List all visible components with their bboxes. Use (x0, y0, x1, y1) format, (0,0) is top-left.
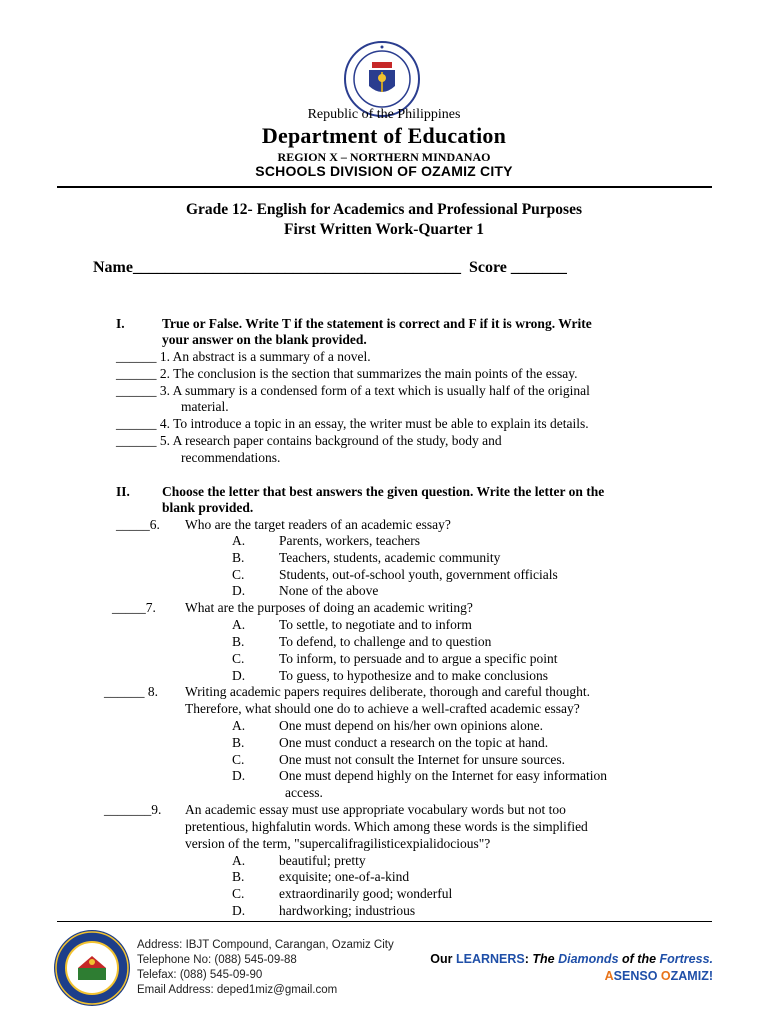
q8-question-line-2: Therefore, what should one do to achieve a well-crafted academic essay? (185, 701, 580, 716)
q7-choice-d-text: To guess, to hypothesize and to make conclusions (279, 668, 549, 683)
q9-question-line-2: pretentious, highfalutin words. Which among these words is the simplified (185, 819, 588, 834)
footer-telefax: Telefax: (088) 545-09-90 (137, 969, 263, 981)
q9-question-line-1: An academic essay must use appropriate vocabulary words but not too (185, 802, 566, 817)
q9-choice-b-text: exquisite; one-of-a-kind (279, 869, 410, 884)
q8-choice-a-letter: A. (232, 718, 246, 733)
q8-blank: ______ 8. (104, 684, 158, 699)
footer-address: Address: IBJT Compound, Carangan, Ozamiz City (137, 939, 394, 951)
section-2-number: II. (116, 484, 130, 499)
q6-choice-c-letter: C. (232, 567, 245, 582)
section-2-instructions-line-1: Choose the letter that best answers the given question. Write the letter on the (162, 484, 605, 499)
q9-choice-a-letter: A. (232, 853, 246, 868)
tf-item-5-cont: recommendations. (181, 450, 281, 465)
exam-title: First Written Work-Quarter 1 (284, 221, 484, 238)
q8-choice-d-cont: access. (285, 785, 323, 800)
q8-choice-c-letter: C. (232, 752, 245, 767)
q8-question-line-1: Writing academic papers requires deliberate, thorough and careful thought. (185, 684, 591, 699)
q8-choice-a-text: One must depend on his/her own opinions alone. (279, 718, 543, 733)
q6-blank: _____6. (116, 517, 160, 532)
division-seal-logo (52, 928, 132, 1008)
asenso-ozamiz-tagline: ASENSO OZAMIZ! (604, 969, 713, 983)
q9-choice-b-letter: B. (232, 869, 245, 884)
q9-choice-d-letter: D. (232, 903, 246, 918)
q7-question: What are the purposes of doing an academic writing? (185, 600, 473, 615)
q6-choice-c-text: Students, out-of-school youth, government officials (279, 567, 558, 582)
q8-choice-b-letter: B. (232, 735, 245, 750)
tf-item-1: ______ 1. An abstract is a summary of a novel. (116, 349, 371, 364)
name-score-line[interactable]: Name_________________________________________ Score _______ (93, 259, 567, 276)
q8-choice-b-text: One must conduct a research on the topic at hand. (279, 735, 549, 750)
footer-divider (57, 921, 712, 922)
q9-choice-c-letter: C. (232, 886, 245, 901)
q6-choice-d-text: None of the above (279, 583, 379, 598)
q6-question: Who are the target readers of an academic essay? (185, 517, 451, 532)
q7-choice-a-letter: A. (232, 617, 246, 632)
q6-choice-b-letter: B. (232, 550, 245, 565)
q7-blank: _____7. (112, 600, 156, 615)
q7-choice-c-text: To inform, to persuade and to argue a specific point (279, 651, 558, 666)
region-label: REGION X – NORTHERN MINDANAO (277, 150, 491, 164)
section-1-number: I. (116, 316, 125, 331)
q6-choice-a-letter: A. (232, 533, 246, 548)
tf-item-5: ______ 5. A research paper contains background of the study, body and (116, 433, 502, 448)
q8-choice-d-text: One must depend highly on the Internet for easy information (279, 768, 608, 783)
tf-item-4: ______ 4. To introduce a topic in an essay, the writer must be able to explain its details. (116, 416, 589, 431)
footer-telephone: Telephone No: (088) 545-09-88 (137, 954, 297, 966)
q7-choice-a-text: To settle, to negotiate and to inform (279, 617, 472, 632)
q7-choice-d-letter: D. (232, 668, 246, 683)
q7-choice-b-letter: B. (232, 634, 245, 649)
tf-item-3-cont: material. (181, 399, 229, 414)
q8-choice-d-letter: D. (232, 768, 246, 783)
section-2-instructions-line-2: blank provided. (162, 500, 254, 515)
q8-choice-c-text: One must not consult the Internet for unsure sources. (279, 752, 566, 767)
q9-choice-c-text: extraordinarily good; wonderful (279, 886, 453, 901)
section-1-instructions-line-1: True or False. Write T if the statement is correct and F if it is wrong. Write (162, 316, 592, 331)
division-label: SCHOOLS DIVISION OF OZAMIZ CITY (255, 163, 513, 179)
q9-question-line-3: version of the term, "supercalifragilisticexpialidocious"? (185, 836, 491, 851)
tf-item-3: ______ 3. A summary is a condensed form of a text which is usually half of the original (116, 383, 590, 398)
footer-email[interactable]: Email Address: deped1miz@gmail.com (137, 984, 338, 996)
q7-choice-b-text: To defend, to challenge and to question (279, 634, 492, 649)
header-divider (57, 186, 712, 188)
section-1-instructions-line-2: your answer on the blank provided. (162, 332, 367, 347)
q9-choice-d-text: hardworking; industrious (279, 903, 416, 918)
subject-title: Grade 12- English for Academics and Professional Purposes (186, 201, 582, 218)
q9-blank: _______9. (104, 802, 162, 817)
footer-slogan: Our LEARNERS: The Diamonds of the Fortress. (430, 952, 713, 966)
q6-choice-d-letter: D. (232, 583, 246, 598)
q6-choice-b-text: Teachers, students, academic community (279, 550, 501, 565)
department-title: Department of Education (261, 123, 507, 148)
q7-choice-c-letter: C. (232, 651, 245, 666)
q9-choice-a-text: beautiful; pretty (279, 853, 366, 868)
republic-label: Republic of the Philippines (307, 107, 461, 122)
tf-item-2: ______ 2. The conclusion is the section that summarizes the main points of the essay. (116, 366, 578, 381)
q6-choice-a-text: Parents, workers, teachers (279, 533, 420, 548)
